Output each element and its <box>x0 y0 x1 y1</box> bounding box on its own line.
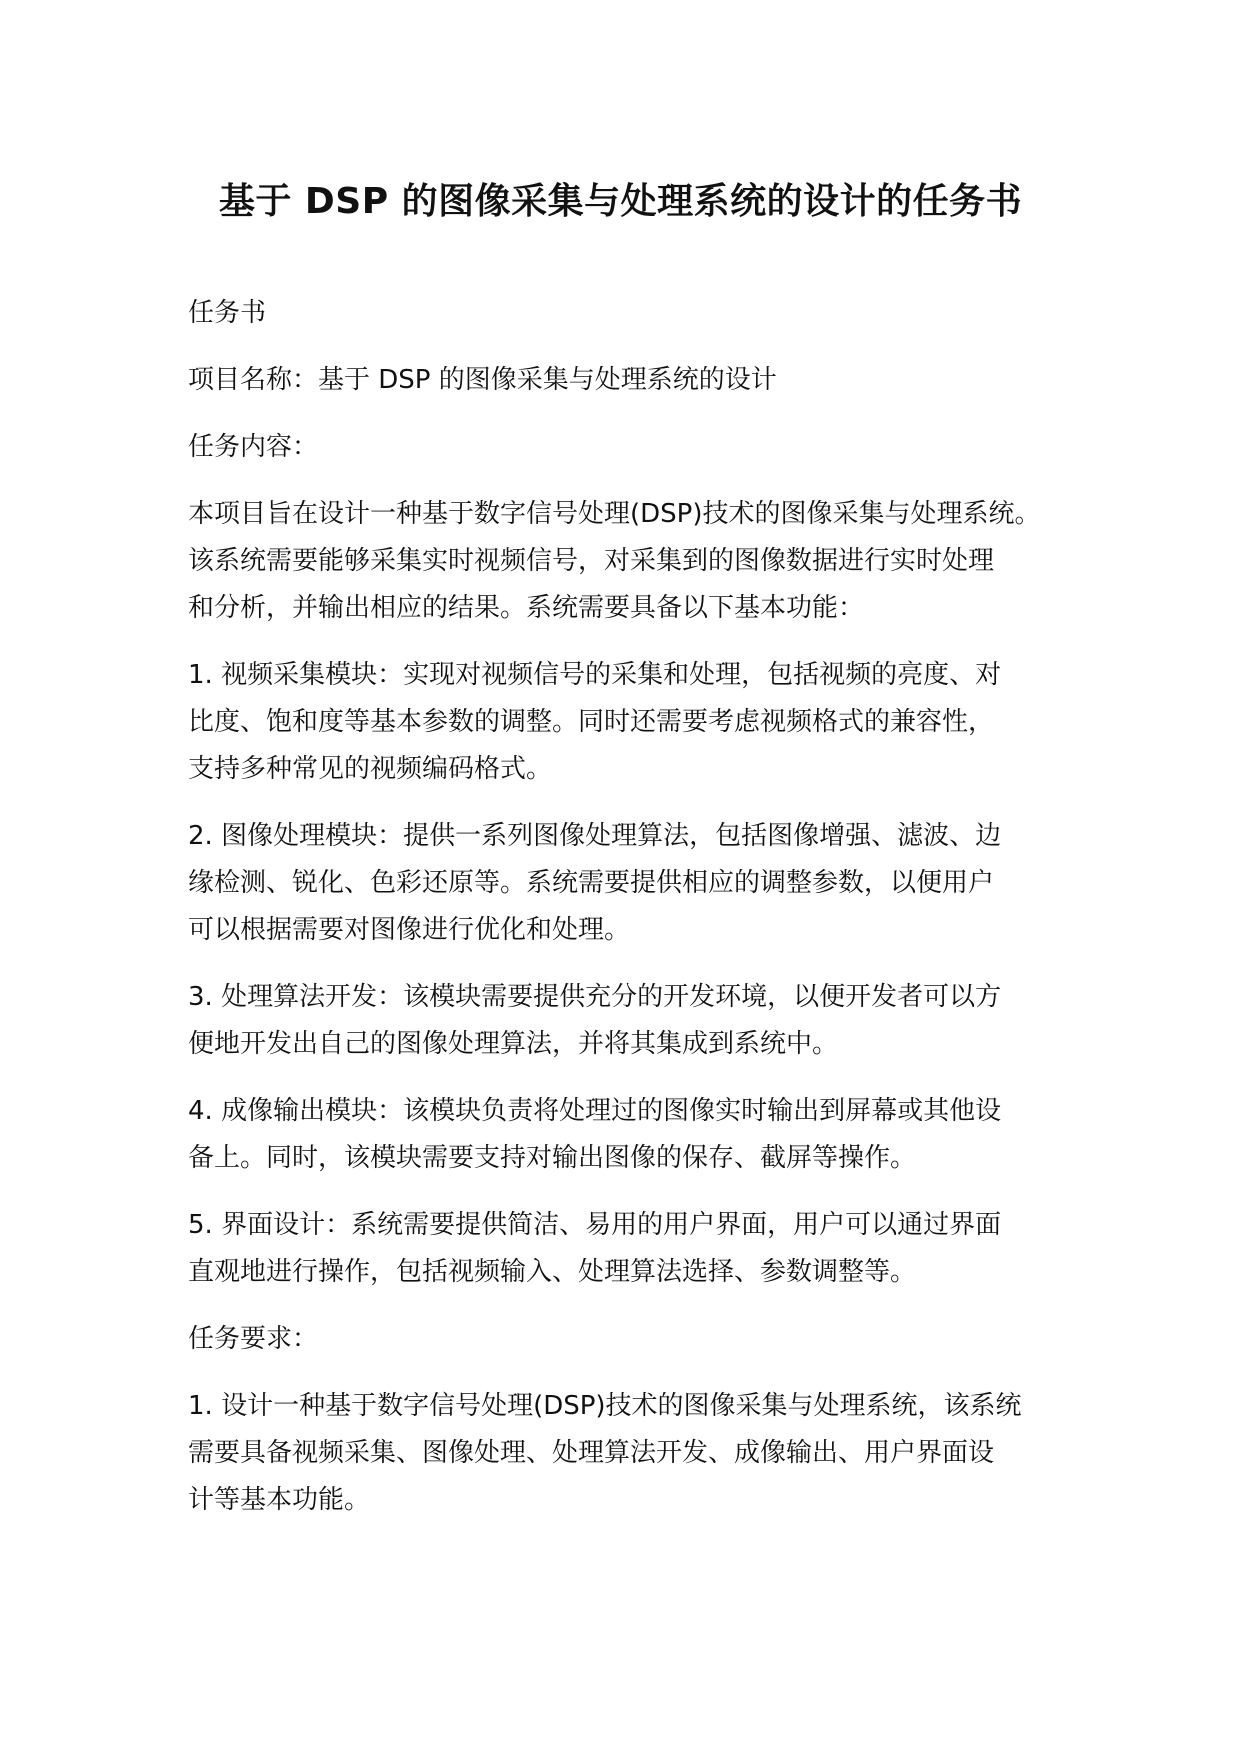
paragraph-line: 直观地进行操作，包括视频输入、处理算法选择、参数调整等。 <box>188 1257 917 1287</box>
document-body <box>188 290 1088 1524</box>
paragraph-line: 和分析，并输出相应的结果。系统需要具备以下基本功能： <box>188 593 865 623</box>
paragraph-intro <box>188 491 1088 632</box>
paragraph-line: 1. 设计一种基于数字信号处理(DSP)技术的图像采集与处理系统，该系统 <box>188 1391 1022 1421</box>
paragraph-item-algorithm-development <box>188 974 1088 1068</box>
paragraph-line: 备上。同时，该模块需要支持对输出图像的保存、截屏等操作。 <box>188 1143 917 1173</box>
paragraph-line: 项目名称：基于 DSP 的图像采集与处理系统的设计 <box>188 365 777 395</box>
paragraph-line: 3. 处理算法开发：该模块需要提供充分的开发环境，以便开发者可以方 <box>188 982 1002 1012</box>
paragraph-heading-content <box>188 424 1088 471</box>
paragraph-line: 支持多种常见的视频编码格式。 <box>188 754 553 784</box>
paragraph-project-name <box>188 357 1088 404</box>
paragraph-item-image-processing <box>188 813 1088 954</box>
paragraph-line: 该系统需要能够采集实时视频信号，对采集到的图像数据进行实时处理 <box>188 546 995 576</box>
paragraph-heading-taskbook <box>188 290 1088 337</box>
paragraph-line: 需要具备视频采集、图像处理、处理算法开发、成像输出、用户界面设 <box>188 1438 995 1468</box>
paragraph-line: 2. 图像处理模块：提供一系列图像处理算法，包括图像增强、滤波、边 <box>188 821 1002 851</box>
paragraph-line: 比度、饱和度等基本参数的调整。同时还需要考虑视频格式的兼容性， <box>188 707 995 737</box>
paragraph-line: 任务书 <box>188 298 267 328</box>
paragraph-line: 本项目旨在设计一种基于数字信号处理(DSP)技术的图像采集与处理系统。 <box>188 499 1041 529</box>
paragraph-line: 任务内容： <box>188 432 319 462</box>
paragraph-line: 缘检测、锐化、色彩还原等。系统需要提供相应的调整参数，以便用户 <box>188 868 995 898</box>
paragraph-line: 可以根据需要对图像进行优化和处理。 <box>188 915 631 945</box>
paragraph-line: 1. 视频采集模块：实现对视频信号的采集和处理，包括视频的亮度、对 <box>188 660 1002 690</box>
paragraph-item-interface-design <box>188 1202 1088 1296</box>
paragraph-heading-requirements <box>188 1316 1088 1363</box>
paragraph-item-video-capture <box>188 652 1088 793</box>
paragraph-requirement-1 <box>188 1383 1088 1524</box>
paragraph-line: 4. 成像输出模块：该模块负责将处理过的图像实时输出到屏幕或其他设 <box>188 1096 1002 1126</box>
document-title: 基于 DSP 的图像采集与处理系统的设计的任务书 <box>218 181 1023 222</box>
paragraph-line: 任务要求： <box>188 1324 319 1354</box>
paragraph-line: 5. 界面设计：系统需要提供简洁、易用的用户界面，用户可以通过界面 <box>188 1210 1002 1240</box>
paragraph-line: 计等基本功能。 <box>188 1485 371 1515</box>
paragraph-item-imaging-output <box>188 1088 1088 1182</box>
paragraph-line: 便地开发出自己的图像处理算法，并将其集成到系统中。 <box>188 1029 839 1059</box>
